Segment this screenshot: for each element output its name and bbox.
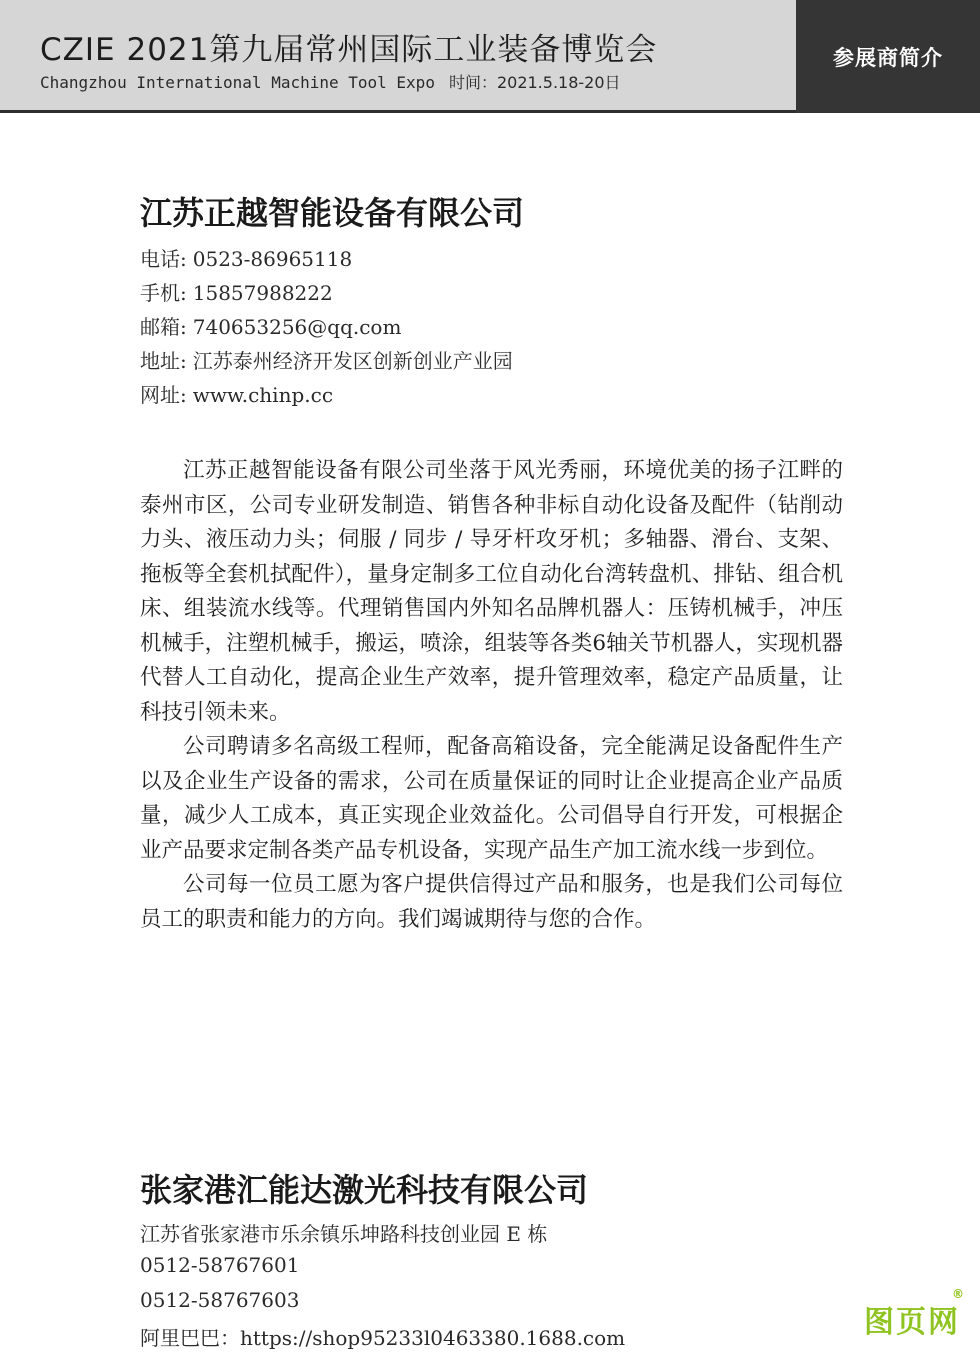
contact-label: 手机: [140,281,187,305]
company-1-description [140,454,843,937]
expo-subtitle [40,70,621,93]
company-2-address: 江苏省张家港市乐余镇乐坤路科技创业园 E 栋 [140,1222,548,1246]
company-2-alibaba-link: 阿里巴巴：https://shop95233l0463380.1688.com [140,1326,626,1350]
description-paragraph: 江苏正越智能设备有限公司坐落于风光秀丽，环境优美的扬子江畔的泰州市区，公司专业研发制造、销售各种非标自动化设备及配件（钻削动力头、液压动力头；伺服 / 同步 / 导牙杆攻牙机；多轴器、滑台、支架、拖板等全套机拭配件），量身定制多工位自动化台湾转盘机、排钻、组合机床、组装流水线等。代理销售国内外知名品牌机器人：压铸机械手，冲压机械手，注塑机械手，搬运，喷涂，组装等各类6轴关节机器人，实现机器代替人工自动化，提高企业生产效率，提升管理效率，稳定产品质量，让科技引领未来。 [140,458,843,725]
contact-email [140,311,401,340]
contact-website [140,379,333,408]
description-paragraph: 公司每一位员工愿为客户提供信得过产品和服务，也是我们公司每位员工的职责和能力的方向。我们竭诚期待与您的合作。 [140,872,843,932]
expo-title: CZIE 2021第九届常州国际工业装备博览会 [40,32,658,68]
contact-value: 15857988222 [192,281,333,305]
description-paragraph: 公司聘请多名高级工程师，配备高箱设备，完全能满足设备配件生产以及企业生产设备的需求，公司在质量保证的同时让企业提高企业产品质量，减少人工成本，真正实现企业效益化。公司倡导自行开发，可根据企业产品要求定制各类产品专机设备，实现产品生产加工流水线一步到位。 [140,734,843,863]
contact-label: 邮箱: [140,315,187,339]
company-2-phone-1: 0512-58767601 [140,1253,300,1277]
company-2-phone-2: 0512-58767603 [140,1288,300,1312]
expo-date: 时间：2021.5.18-20日 [448,73,621,92]
contact-label: 地址: [140,349,187,373]
contact-phone [140,243,352,272]
page-header [0,0,980,113]
registered-mark: ® [952,1287,966,1301]
contact-label: 网址: [140,383,187,407]
watermark-logo [864,1287,966,1341]
contact-value: 0523-86965118 [192,247,353,271]
section-tag: 参展商简介 [796,0,980,113]
contact-value: www.chinp.cc [192,383,334,407]
contact-label: 电话: [140,247,187,271]
contact-mobile [140,277,333,306]
contact-value: 740653256@qq.com [192,315,402,339]
company-2-name: 张家港汇能达激光科技有限公司 [140,1171,589,1209]
contact-value: 江苏泰州经济开发区创新创业产业园 [192,349,513,373]
watermark-text: 图页网 [864,1305,960,1340]
contact-address [140,345,513,374]
expo-english-name: Changzhou International Machine Tool Expo [40,73,435,92]
company-1-name: 江苏正越智能设备有限公司 [140,194,525,232]
